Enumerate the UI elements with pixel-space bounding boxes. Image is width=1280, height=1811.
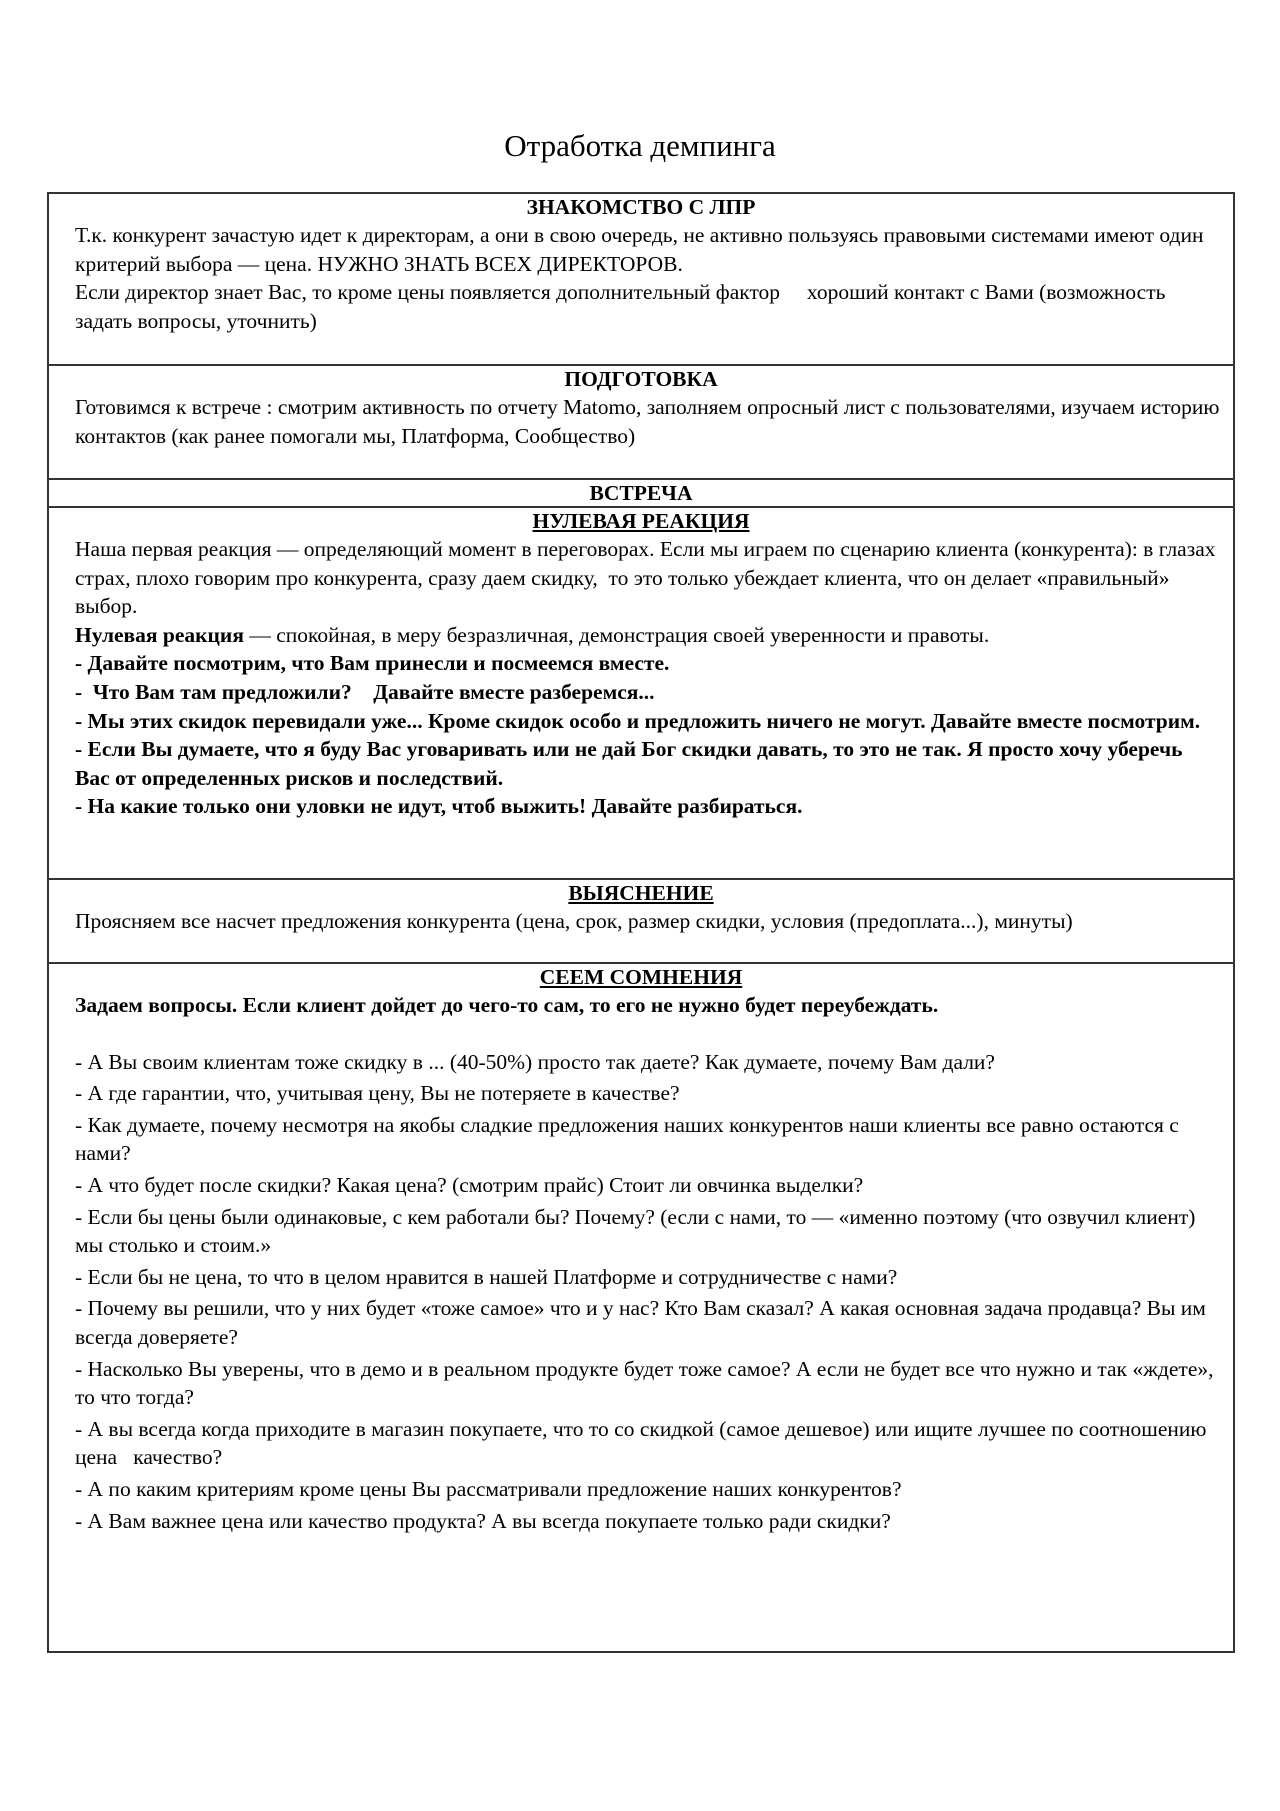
question: - А по каким критериям кроме цены Вы рассматривали предложение наших конкурентов?	[75, 1476, 902, 1501]
definition-text: — спокойная, в меру безразличная, демонстрация своей уверенности и правоты.	[243, 622, 990, 647]
paragraph: Задаем вопросы. Если клиент дойдет до чего-то сам, то его не нужно будет переубеждать.	[75, 993, 939, 1017]
page-title: Отработка демпинга	[504, 128, 776, 163]
definition	[75, 621, 1221, 650]
question: - А где гарантии, что, учитывая цену, Вы не потеряете в качестве?	[75, 1081, 680, 1106]
section-clarify	[49, 880, 1233, 964]
section-heading: ЗНАКОМСТВО С ЛПР	[526, 195, 756, 219]
phrase: - На какие только они уловки не идут, чтоб выжить! Давайте разбираться.	[75, 794, 803, 819]
spacer	[75, 1020, 1221, 1048]
question: - Почему вы решили, что у них будет «тоже самое» что и у нас? Кто Вам сказал? А какая основная задача продавца? Вы им всегда доверяете?	[75, 1296, 1206, 1349]
paragraph: Готовимся к встрече : смотрим активность по отчету Matomo, заполняем опросный лист с пользователями, изучаем историю контактов (как ранее помогали мы, Платформа, Сообщество)	[75, 395, 1220, 448]
definition-term: Нулевая реакция	[75, 622, 244, 647]
paragraph: Проясняем все насчет предложения конкурента (цена, срок, размер скидки, условия (предоплата...), минуты)	[75, 909, 1073, 933]
phrase: - Мы этих скидок перевидали уже... Кроме скидок особо и предложить ничего не могут. Давайте вместе посмотрим.	[75, 708, 1201, 733]
paragraph: Если директор знает Вас, то кроме цены появляется дополнительный фактор хороший контакт с Вами (возможность задать вопросы, уточнить)	[75, 280, 1171, 333]
section-heading: ПОДГОТОВКА	[564, 367, 718, 391]
question: - А вы всегда когда приходите в магазин покупаете, что то со скидкой (самое дешевое) или ищите лучшее по соотношению цена качество?	[75, 1416, 1212, 1470]
phrase: - Если Вы думаете, что я буду Вас уговаривать или не дай Бог скидки давать, то это не так. Я просто хочу уберечь Вас от определенных рисков и последствий.	[75, 737, 1183, 790]
question: - А Вы своим клиентам тоже скидку в ... (40-50%) просто так даете? Как думаете, почему Вам дали?	[75, 1049, 995, 1074]
script-table	[47, 192, 1235, 1653]
section-intro	[49, 194, 1233, 366]
question: - Если бы цены были одинаковые, с кем работали бы? Почему? (если с нами, то — «именно поэтому (что озвучил клиент) мы столько и стоим.»	[75, 1204, 1196, 1258]
section-doubt	[49, 964, 1233, 1651]
section-heading: НУЛЕВАЯ РЕАКЦИЯ	[532, 509, 750, 533]
question: - А что будет после скидки? Какая цена? (смотрим прайс) Стоит ли овчинка выделки?	[75, 1172, 864, 1197]
question: - А Вам важнее цена или качество продукта? А вы всегда покупаете только ради скидки?	[75, 1508, 891, 1533]
question: - Как думаете, почему несмотря на якобы сладкие предложения наших конкурентов наши клиенты все равно остаются с нами?	[75, 1112, 1179, 1166]
paragraph: Т.к. конкурент зачастую идет к директорам, а они в свою очередь, не активно пользуясь правовыми системами имеют один критерий выбора — цена. НУЖНО ЗНАТЬ ВСЕХ ДИРЕКТОРОВ.	[75, 223, 1204, 276]
question: - Если бы не цена, то что в целом нравится в нашей Платформе и сотрудничестве с нами?	[75, 1264, 898, 1289]
paragraph: Наша первая реакция — определяющий момент в переговорах. Если мы играем по сценарию клиента (конкурента): в глазах страх, плохо говорим про конкурента, сразу даем скидку, то это только убеждает клиента, что он делает «правильный» выбор.	[75, 537, 1221, 619]
section-meeting	[49, 480, 1233, 508]
section-prep	[49, 366, 1233, 480]
phrase: - Давайте посмотрим, что Вам принесли и посмеемся вместе.	[75, 651, 670, 676]
section-heading: СЕЕМ СОМНЕНИЯ	[539, 965, 743, 989]
phrase: - Что Вам там предложили? Давайте вместе разберемся...	[75, 679, 655, 704]
section-heading: ВЫЯСНЕНИЕ	[568, 881, 714, 905]
section-heading: ВСТРЕЧА	[589, 481, 693, 505]
section-zero-reaction	[49, 508, 1233, 880]
question: - Насколько Вы уверены, что в демо и в реальном продукте будет тоже самое? А если не будет все что нужно и так «ждете», то что тогда?	[75, 1356, 1214, 1410]
